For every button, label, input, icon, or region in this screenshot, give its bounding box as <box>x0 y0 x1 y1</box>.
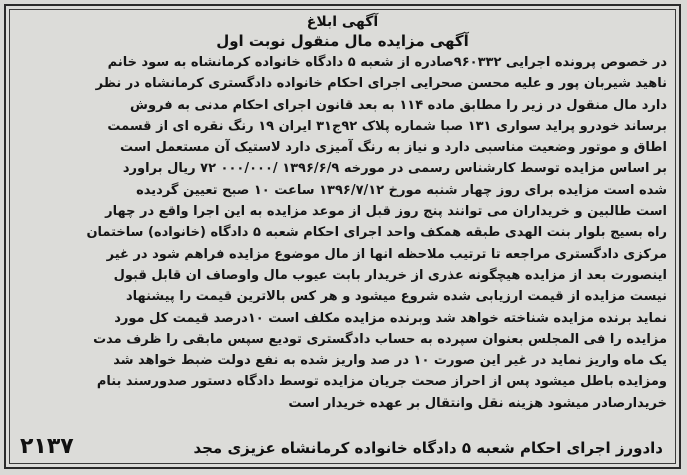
signer-line: دادورز اجرای احکام شعبه ۵ دادگاه خانواده کرمانشاه عزیزی مجد <box>193 439 663 457</box>
body-line: ناهید شیربان پور و علیه محسن صحرایی اجرای احکام خانواده دادگستری کرمانشاه در نظر <box>95 76 667 92</box>
body-line: دارد مال منقول در زیر را مطابق ماده ۱۱۴ به بعد قانون اجرای احکام مدنی به فروش <box>130 97 667 113</box>
notice-inner-border <box>9 9 676 464</box>
notice-body <box>18 52 667 414</box>
body-line: بر اساس مزایده توسط کارشناس رسمی در مورخه ۱۳۹۶/۶/۹ /۰۰۰/۰۰۰ ۷۲ ریال براورد <box>122 161 667 177</box>
body-line: نیست مزایده از قیمت ارزیابی شده شروع میشود و هر کس بالاترین قیمت را پیشنهاد <box>125 289 667 305</box>
body-line: اینصورت بعد از مزایده هیچگونه عذری از خریدار بابت عیوب مال واوصاف ان قابل قبول <box>113 267 667 283</box>
body-line: مرکزی دادگستری مراجعه تا ترتیب ملاحظه انها از مال موضوع مزایده فراهم شود در غیر <box>106 246 667 262</box>
notice-footer <box>10 435 675 461</box>
body-line: نماید برنده مزایده شناخته خواهد شد وبرنده مزایده مکلف است ۱۰درصد قیمت کل مورد <box>114 310 667 326</box>
body-line: است طالبین و خریداران می توانند پنج روز قبل از موعد مزایده به این اجرا واقع در چهار <box>105 204 667 220</box>
body-line: اطاق و موتور وضعیت مناسبی دارد و نیاز به رنگ آمیزی دارد لاستیک آن مستعمل است <box>119 140 667 156</box>
body-line: خریدارصادر میشود هزینه نقل وانتقال بر عهده خریدار است <box>288 395 667 411</box>
body-line: برساند خودرو پراید سواری ۱۳۱ صبا شماره پلاک ۹۲ج۳۱ ایران ۱۹ رنگ نقره ای از قسمت <box>107 118 667 134</box>
notice-title: آگهی ابلاغ <box>306 14 379 30</box>
body-line: در خصوص پرونده اجرایی ۹۶۰۳۳۲صادره از شعبه ۵ دادگاه خانواده کرمانشاه به سود خانم <box>107 55 667 70</box>
notice-subtitle: آگهی مزایده مال منقول نوبت اول <box>216 32 469 50</box>
body-line: شده است مزایده برای روز چهار شنبه مورخ ۱۳۹۶/۷/۱۲ ساعت ۱۰ صبح تعیین گردیده <box>136 182 667 198</box>
body-line: یک ماه واریز نماید در غیر این صورت ۱۰ در صد واریز شده به نفع دولت ضبط خواهد شد <box>113 353 667 369</box>
body-line: راه بسیج بلوار بنت الهدی طبقه همکف واحد اجرای احکام شعبه ۵ دادگاه (خانواده) ساختمان <box>86 225 667 241</box>
body-line: مزایده را فی المجلس بعنوان سپرده به حساب دادگستری تودیع سپس مابقی را ظرف مدت <box>93 331 667 347</box>
reference-number: ۲۱۳۷ <box>20 434 74 459</box>
notice-frame <box>4 4 681 469</box>
body-line: ومزایده باطل میشود پس از احراز صحت جریان مزایده توسط دادگاه دستور صدورسند بنام <box>96 374 667 390</box>
